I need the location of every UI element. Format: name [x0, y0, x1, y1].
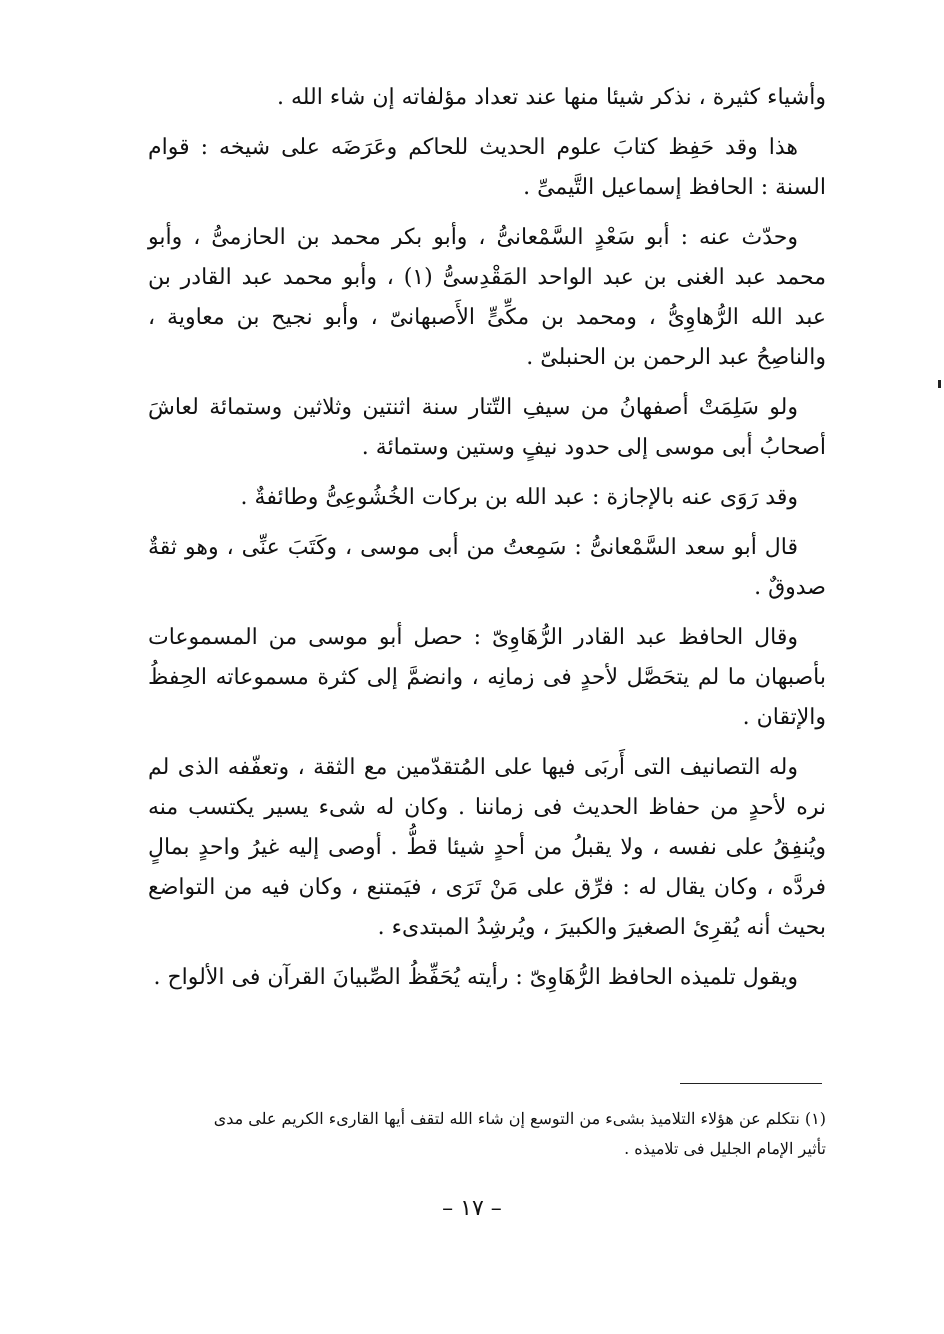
- paragraph-2: هذا وقد حَفِظ كتابَ علوم الحديث للحاكم وعَرَضَه على شيخه : قوام السنة : الحافظ إسماعيل التَّيمىِّ .: [148, 135, 826, 200]
- footnote: [155, 1104, 826, 1164]
- main-text: [148, 78, 826, 1008]
- margin-mark: [938, 380, 941, 388]
- footnote-divider: [680, 1083, 822, 1084]
- paragraph-4: ولو سَلِمَتْ أصفهانُ من سيفِ التّتار سنة اثنتين وثلاثين وستمائة لعاشَ أصحابُ أبى موسى إلى حدود نيفٍ وستين وستمائة .: [148, 395, 826, 460]
- footnote-line-1: (١) نتكلم عن هؤلاء التلاميذ بشىء من التوسع إن شاء الله لتقف أيها القارىء الكريم على مدى: [213, 1109, 826, 1128]
- paragraph-9: ويقول تلميذه الحافظ الرُّهَاوِىّ : رأيته يُحَفِّظُ الصِّبيانَ القرآن فى الألواح .: [153, 965, 798, 990]
- paragraph-3: وحدّث عنه : أبو سَعْدٍ السَّمْعانىُّ ، وأبو بكر محمد بن الحازمىُّ ، وأبو محمد عبد الغنى بن عبد الواحد المَقْدِسىُّ (١) ، وأبو محمد عبد القادر بن عبد الله الرُّهاوِىُّ ، ومحمد بن مكِّىٍّ الأَصبهانىّ ، وأبو نجيح بن معاوية ، والناصِحُ عبد الرحمن بن الحنبلىّ .: [148, 225, 826, 370]
- footnote-line-2: تأثير الإمام الجليل فى تلاميذه .: [624, 1139, 826, 1158]
- paragraph-8: وله التصانيف التى أَربَى فيها على المُتقدّمين مع الثقة ، وتعفّفه الذى لم نره لأحدٍ من حفاظ الحديث فى زماننا . وكان له شىء يسير يكتسب منه ويُنفِقُ على نفسه ، ولا يقبلُ من أحدٍ شيئا قطُّ . أوصى إليه غيرُ واحدٍ بمالٍ فردَّه ، وكان يقال له : فرِّق على مَنْ تَرَى ، فيَمتنع ، وكان فيه من التواضع بحيث أنه يُقرِئ الصغيرَ والكبيرَ ، ويُرشِدُ المبتدىء .: [148, 755, 826, 940]
- paragraph-7: وقال الحافظ عبد القادر الرُّهَاوِىّ : حصل أبو موسى من المسموعات بأصبهان ما لم يتحَصَّل لأحدٍ فى زمانِه ، وانضمَّ إلى كثرة مسموعاته الحِفظُ والإتقان .: [148, 625, 826, 730]
- paragraph-6: قال أبو سعد السَّمْعانىُّ : سَمِعتُ من أبى موسى ، وكَتَبَ عنِّى ، وهو ثقةٌ صدوقٌ .: [148, 535, 826, 600]
- paragraph-5: وقد رَوَى عنه بالإجازة : عبد الله بن بركات الخُشُوعِىُّ وطائفةٌ .: [240, 485, 798, 510]
- page-number: – ١٧ –: [442, 1196, 502, 1221]
- paragraph-1: وأشياء كثيرة ، نذكر شيئا منها عند تعداد مؤلفاته إن شاء الله .: [276, 85, 826, 110]
